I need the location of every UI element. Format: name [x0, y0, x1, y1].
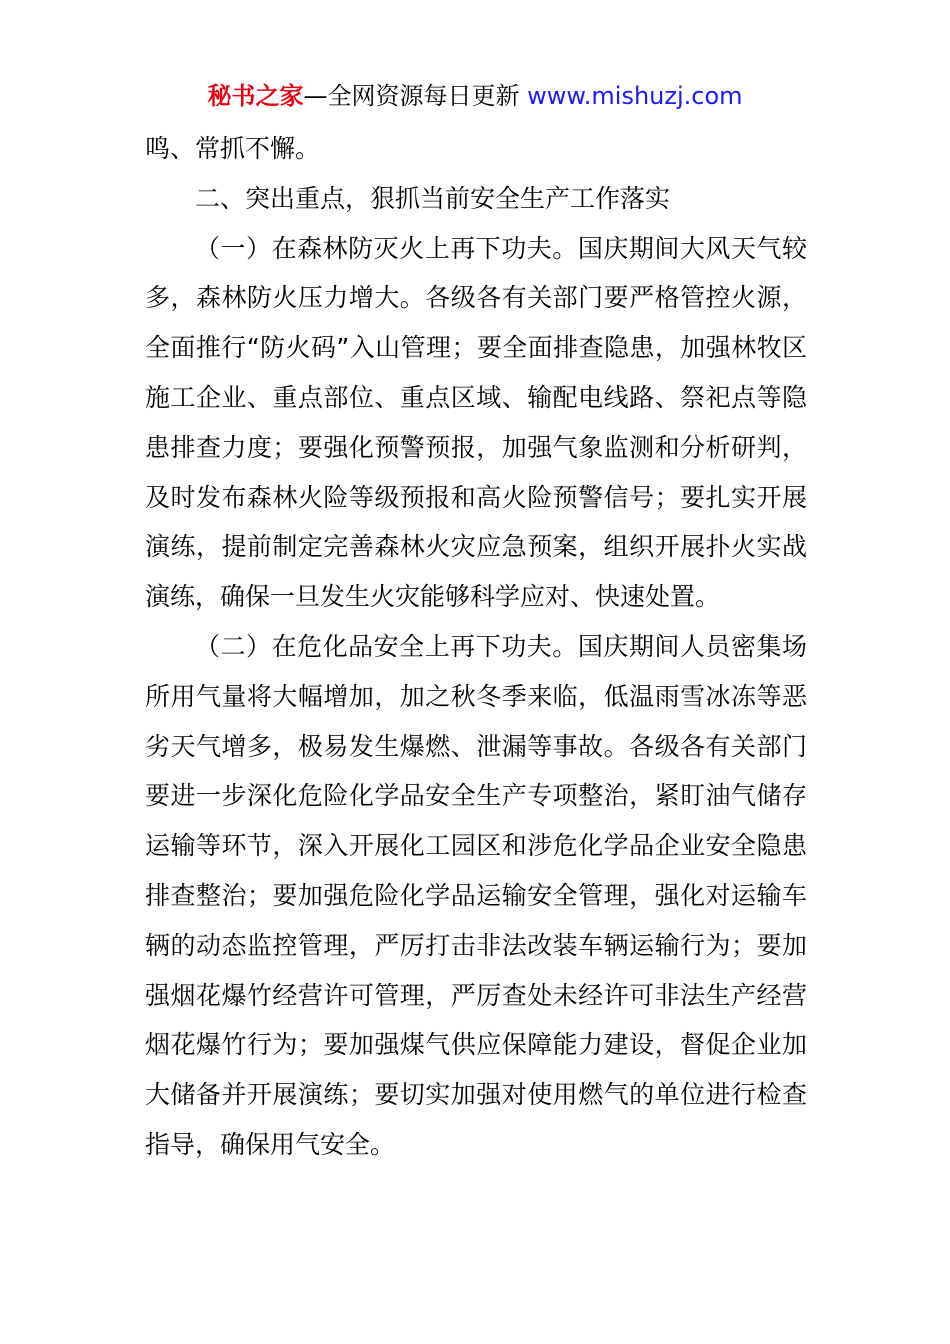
section-heading: 二、突出重点，狠抓当前安全生产工作落实	[195, 183, 671, 213]
watermark-header	[0, 78, 950, 114]
paragraph-hazardous-chemicals: （二）在危化品安全上再下功夫。国庆期间人员密集场所用气量将大幅增加，加之秋冬季来临，低温雨雪冰冻等恶劣天气增多，极易发生爆燃、泄漏等事故。各级各有关部门要进一步深化危险化学品安全生产专项整治，紧盯油气储存运输等环节，深入开展化工园区和涉危化学品企业安全隐患排查整治；要加强危险化学品运输安全管理，强化对运输车辆的动态监控管理，严厉打击非法改装车辆运输行为；要加强烟花爆竹经营许可管理，严厉查处未经许可非法生产经营烟花爆竹行为；要加强煤气供应保障能力建设，督促企业加大储备并开展演练；要切实加强对使用燃气的单位进行检查指导，确保用气安全。	[145, 631, 807, 1159]
header-tagline: —全网资源每日更新	[303, 82, 528, 110]
site-url-link[interactable]: www.mishuzj.com	[527, 82, 743, 110]
brand-name: 秘书之家	[207, 82, 304, 110]
document-body	[145, 124, 807, 1170]
paragraph-continuation: 鸣、常抓不懈。	[145, 134, 321, 163]
paragraph-forest-fire: （一）在森林防灭火上再下功夫。国庆期间大风天气较多，森林防火压力增大。各级各有关部门要严格管控火源，全面推行“防火码”入山管理；要全面排查隐患，加强林牧区施工企业、重点部位、重点区域、输配电线路、祭祀点等隐患排查力度；要强化预警预报，加强气象监测和分析研判，及时发布森林火险等级预报和高火险预警信号；要扎实开展演练，提前制定完善森林火灾应急预案，组织开展扑火实战演练，确保一旦发生火灾能够科学应对、快速处置。	[145, 233, 807, 612]
